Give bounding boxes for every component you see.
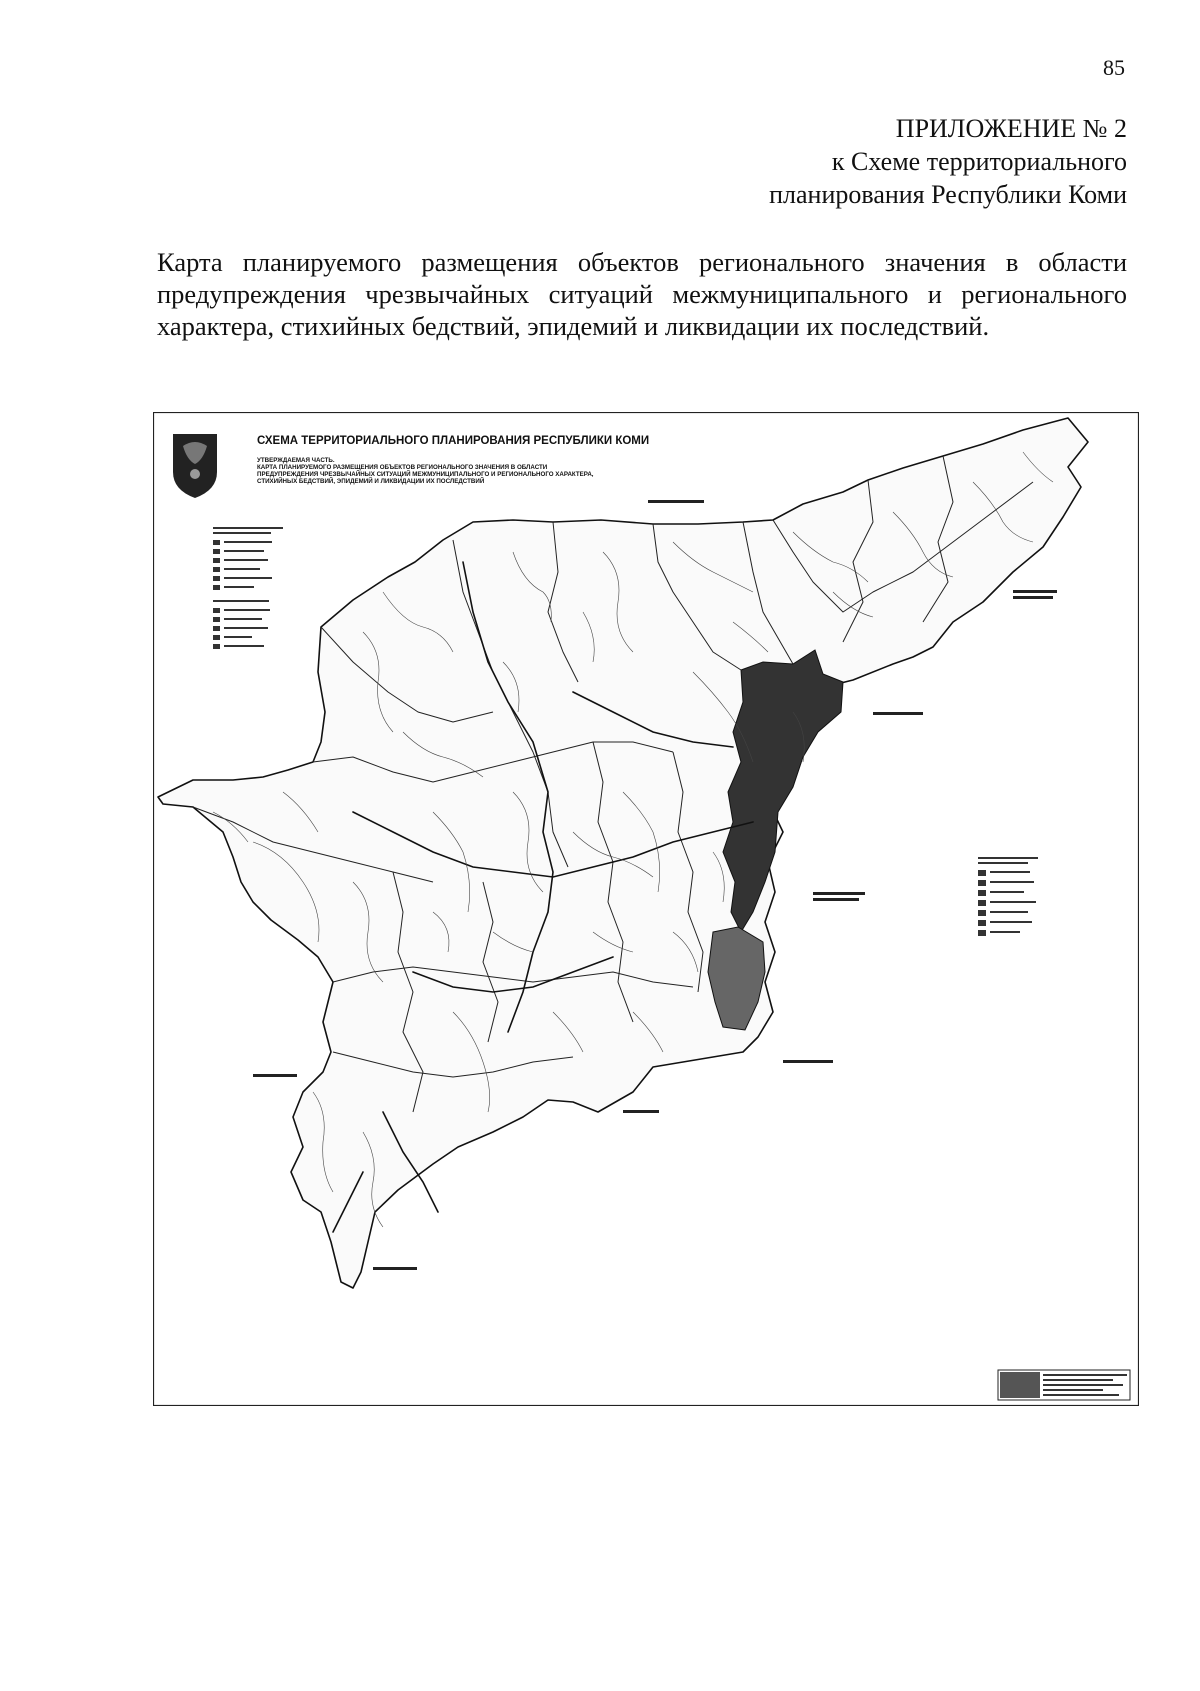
map-subtitle-4: СТИХИЙНЫХ БЕДСТВИЙ, ЭПИДЕМИЙ И ЛИКВИДАЦИИ ИХ ПОСЛЕДСТВИЙ: [257, 478, 485, 485]
appendix-block: [769, 112, 1127, 211]
map-image: [153, 412, 1139, 1406]
map-subtitle-2: КАРТА ПЛАНИРУЕМОГО РАЗМЕЩЕНИЯ ОБЪЕКТОВ РЕГИОНАЛЬНОГО ЗНАЧЕНИЯ В ОБЛАСТИ: [257, 464, 548, 471]
map-subtitle-3: ПРЕДУПРЕЖДЕНИЯ ЧРЕЗВЫЧАЙНЫХ СИТУАЦИЙ МЕЖМУНИЦИПАЛЬНОГО И РЕГИОНАЛЬНОГО ХАРАКТЕРА,: [257, 471, 594, 478]
document-title: Карта планируемого размещения объектов регионального значения в области предупреждения чрезвычайных ситуаций межмуниципального и регионального характера, стихийных бедствий, эпидемий и ликвидации их последствий.: [157, 247, 1127, 341]
page-number: 85: [1103, 55, 1125, 80]
appendix-line-3: планирования Республики Коми: [769, 180, 1127, 209]
map-subtitle-1: УТВЕРЖДАЕМАЯ ЧАСТЬ.: [257, 457, 335, 464]
map-title: СХЕМА ТЕРРИТОРИАЛЬНОГО ПЛАНИРОВАНИЯ РЕСПУБЛИКИ КОМИ: [257, 435, 650, 447]
map-frame: [153, 412, 1139, 1406]
appendix-line-2: к Схеме территориального: [831, 147, 1127, 176]
coat-of-arms-icon: [173, 434, 217, 498]
title-block: [998, 1370, 1130, 1400]
appendix-line-1: ПРИЛОЖЕНИЕ № 2: [895, 114, 1127, 143]
